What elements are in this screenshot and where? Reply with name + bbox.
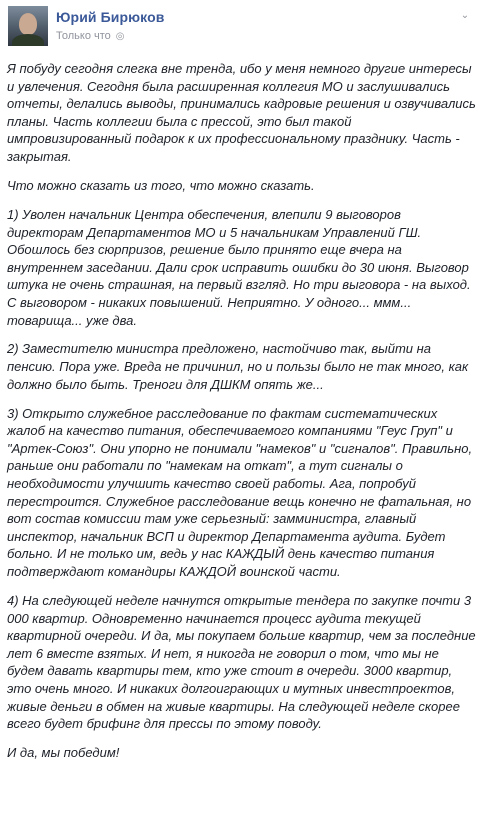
post-paragraph: Что можно сказать из того, что можно сказать. — [7, 177, 315, 193]
globe-icon[interactable]: ◎ — [115, 30, 125, 42]
post-paragraph: И да, мы победим! — [7, 745, 120, 761]
avatar-face — [19, 13, 37, 35]
post-timestamp[interactable]: Только что — [56, 30, 111, 42]
post-paragraph: 2) Заместителю министра предложено, настойчиво так, выйти на пенсию. Пора уже. Вреда не причинил, но и пользы было не так много, как должно было быть. Треноги для ДШКМ опять же... — [7, 341, 469, 392]
author-avatar[interactable] — [8, 6, 48, 46]
post-paragraph: 3) Открыто служебное расследование по фактам систематических жалоб на качество питания, обеспечиваемого компаниями "Геус Груп" и "Артек-Союз". Они упорно не понимали "намеков" и "сигналов". Правильно, раньше они работали по "намекам на откат", а тут сигналы о необходимости улучшить качество своей работы. Ага, попробуй перестроится. Служебное расследование вещь конечно не фатальная, но вот состав комиссии там уже серьезный: замминистра, главный инспектор, начальник ВСП и директор Департамента аудита. Будет больно. И не только им, ведь у нас КАЖДЫЙ день качество питания подтверждают командиры КАЖДОЙ воинской части. — [7, 405, 473, 579]
post-meta — [56, 30, 125, 42]
chevron-down-icon[interactable]: ⌄ — [460, 10, 470, 21]
post-paragraph: 4) На следующей неделе начнутся открытые тендера по закупке почти 3 000 квартир. Одновременно начинается процесс аудита текущей квартирной очереди. И да, мы покупаем больше квартир, чем за последние лет 6 вместе взятых. И нет, я никогда не говорил о том, что мы не будем давать квартиры тем, кто уже стоит в очереди. 3000 квартир, это очень много. И никаких долгоиграющих и мутных инвестпроектов, живые деньги в обмен на живые квартиры. На следующей неделе скорее всего будет брифинг для прессы по этому поводу. — [7, 592, 476, 732]
post-content — [7, 60, 477, 773]
post-paragraph: 1) Уволен начальник Центра обеспечения, влепили 9 выговоров директорам Департаментов МО и 5 начальникам Управлений ГШ. Обошлось без сюрпризов, решение было принято еще вчера на внутреннем заседании. Дали срок исправить ошибки до 30 июня. Выговор штука не очень страшная, на первый взгляд. Но три выговора - на выход. С выговором - никаких повышений. Неприятно. У одного... ммм... товарища... уже два. — [7, 206, 471, 328]
avatar-body — [12, 34, 44, 46]
post-header — [0, 0, 483, 52]
post-paragraph: Я побуду сегодня слегка вне тренда, ибо у меня немного другие интересы и увлечения. Сегодня была расширенная коллегия МО и заслушивались отчеты, делались выводы, принимались кадровые решения и озвучивались планы. Часть коллегии была с прессой, это был такой импровизированный подарок к их профессиональному празднику. Часть - закрытая. — [7, 61, 476, 164]
author-name-link[interactable]: Юрий Бирюков — [56, 9, 165, 25]
